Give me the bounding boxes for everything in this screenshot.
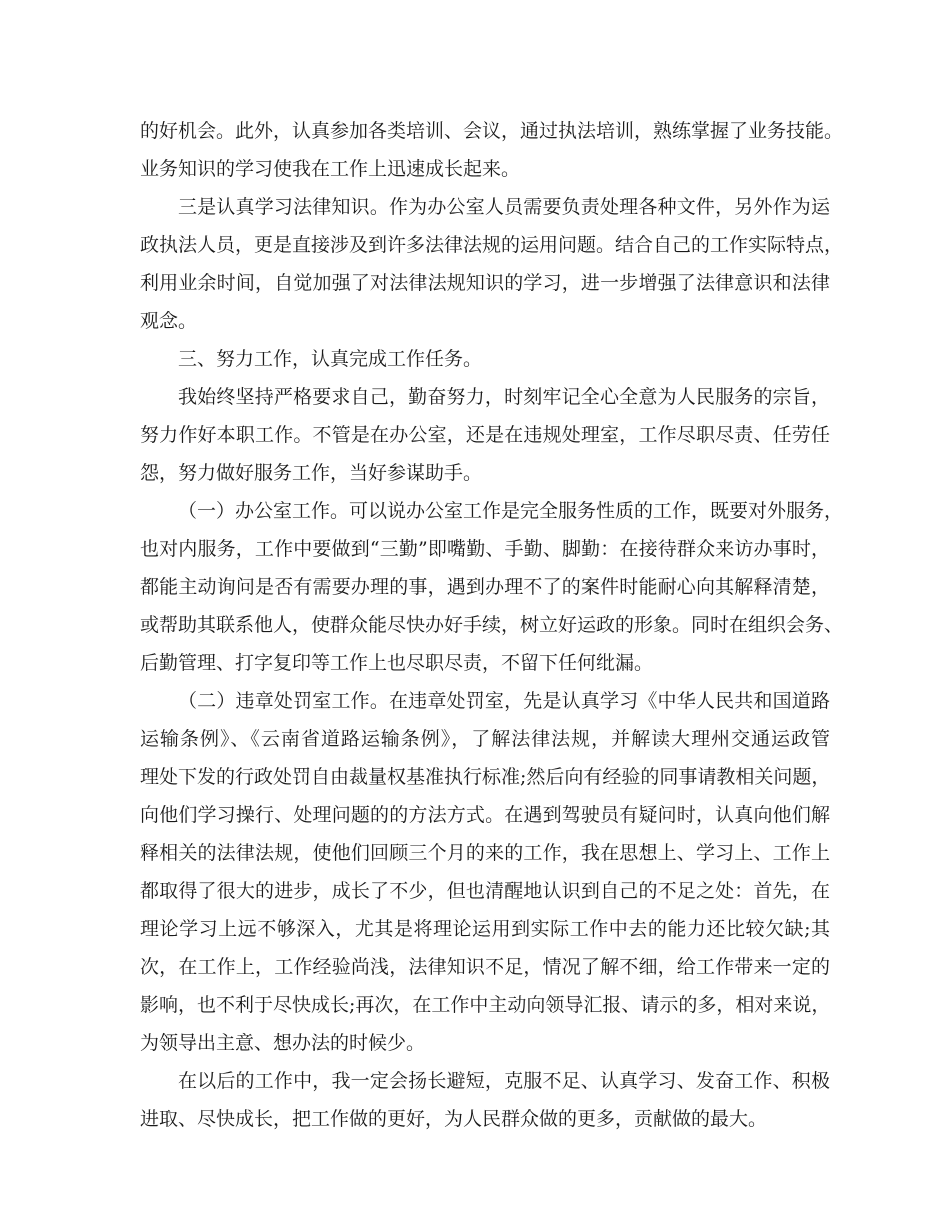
paragraph-start-line: 在以后的工作中，我一定会扬长避短，克服不足、认真学习、发奋工作、积极 [178, 1070, 830, 1092]
text-line: 业务知识的学习使我在工作上迅速成长起来。 [140, 158, 521, 180]
text-line: 都取得了很大的进步，成长了不少，但也清醒地认识到自己的不足之处：首先，在 [140, 880, 830, 902]
paragraph-start-line: 三是认真学习法律知识。作为办公室人员需要负责处理各种文件，另外作为运 [178, 196, 830, 218]
text-line: 都能主动询问是否有需要办理的事，遇到办理不了的案件时能耐心向其解释清楚， [140, 576, 830, 598]
text-line: 理处下发的行政处罚自由裁量权基准执行标准;然后向有经验的同事请教相关问题， [140, 766, 831, 788]
text-line: 理论学习上远不够深入，尤其是将理论运用到实际工作中去的能力还比较欠缺;其 [140, 918, 830, 940]
paragraph-start-line: （二）违章处罚室工作。在违章处罚室，先是认真学习《中华人民共和国道路 [178, 690, 830, 712]
text-line: 观念。 [140, 310, 198, 332]
text-line: 为领导出主意、想办法的时候少。 [140, 1032, 426, 1054]
text-line: 运输条例》、《云南省道路运输条例》，了解法律法规，并解读大理州交通运政管 [140, 728, 830, 750]
section-heading: 三、努力工作，认真完成工作任务。 [178, 348, 483, 370]
paragraph-start-line: （一）办公室工作。可以说办公室工作是完全服务性质的工作，既要对外服务， [178, 500, 844, 522]
text-line: 政执法人员，更是直接涉及到许多法律法规的运用问题。结合自己的工作实际特点， [140, 234, 844, 256]
text-line: 影响，也不利于尽快成长;再次，在工作中主动向领导汇报、请示的多，相对来说， [140, 994, 831, 1016]
text-line: 次，在工作上，工作经验尚浅，法律知识不足，情况了解不细，给工作带来一定的 [140, 956, 830, 978]
document-body [140, 112, 844, 1138]
text-line: 利用业余时间，自觉加强了对法律法规知识的学习，进一步增强了法律意识和法律 [140, 272, 830, 294]
text-line: 也对内服务，工作中要做到“三勤”即嘴勤、手勤、脚勤：在接待群众来访办事时， [140, 538, 830, 560]
text-line: 后勤管理、打字复印等工作上也尽职尽责，不留下任何纰漏。 [140, 652, 654, 674]
text-line: 进取、尽快成长，把工作做的更好，为人民群众做的更多，贡献做的最大。 [140, 1108, 768, 1130]
text-line: 怨，努力做好服务工作，当好参谋助手。 [140, 462, 483, 484]
text-line: 向他们学习操行、处理问题的的方法方式。在遇到驾驶员有疑问时，认真向他们解 [140, 804, 830, 826]
text-line: 释相关的法律法规，使他们回顾三个月的来的工作，我在思想上、学习上、工作上 [140, 842, 830, 864]
paragraph-start-line: 我始终坚持严格要求自己，勤奋努力，时刻牢记全心全意为人民服务的宗旨， [178, 386, 830, 408]
text-line: 或帮助其联系他人，使群众能尽快办好手续，树立好运政的形象。同时在组织会务、 [140, 614, 844, 636]
text-line: 努力作好本职工作。不管是在办公室，还是在违规处理室，工作尽职尽责、任劳任 [140, 424, 830, 446]
text-line: 的好机会。此外，认真参加各类培训、会议，通过执法培训，熟练掌握了业务技能。 [140, 120, 844, 142]
